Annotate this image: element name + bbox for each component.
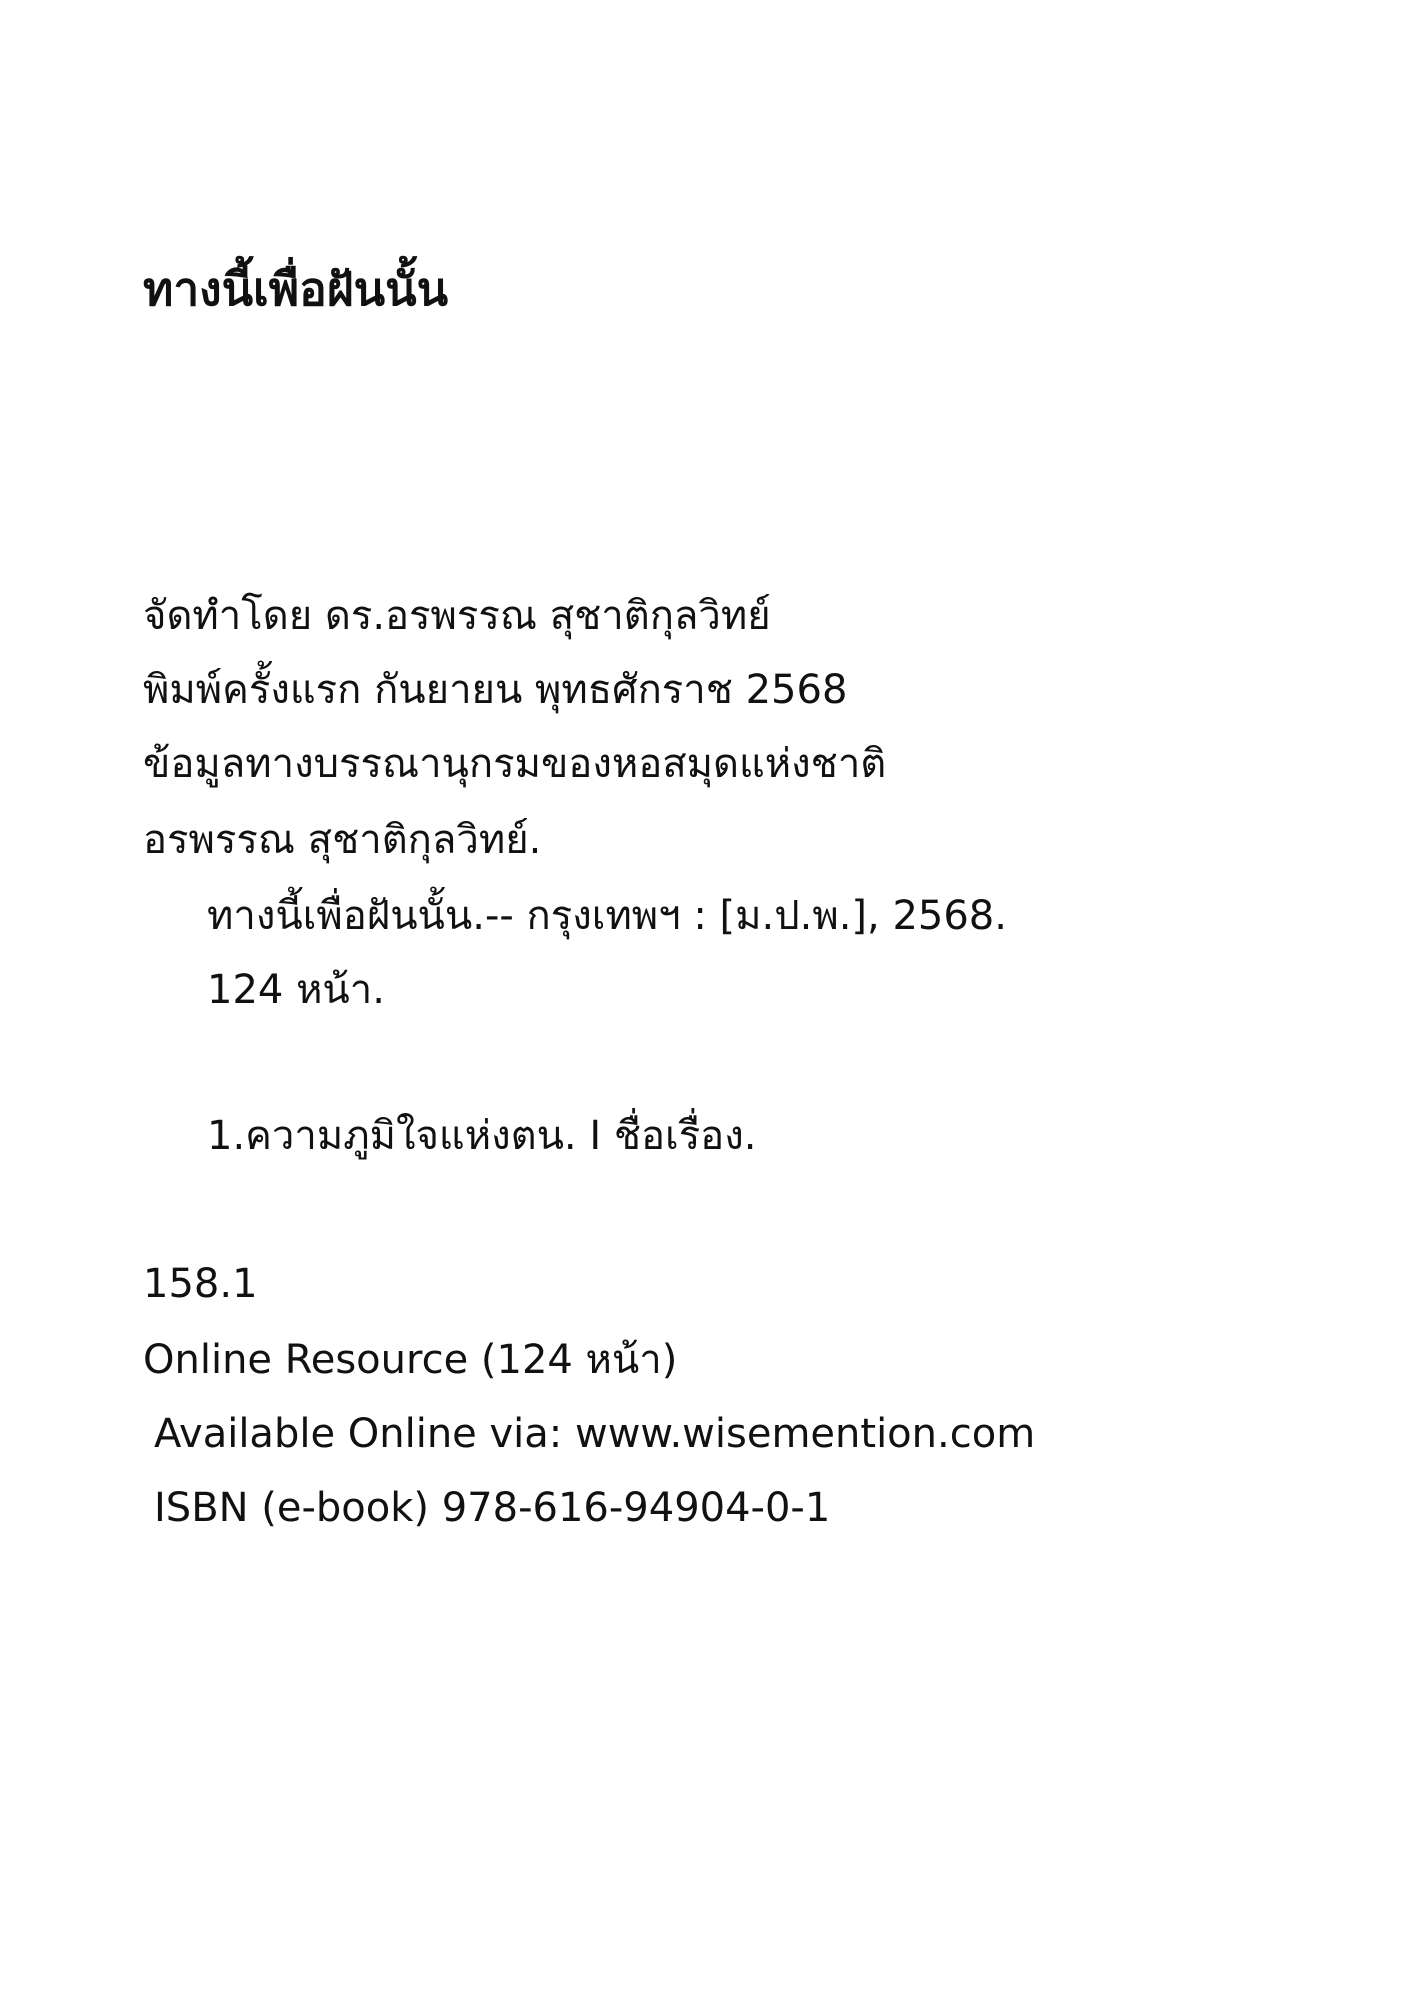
cip-call-number: 158.1 (143, 1261, 258, 1307)
first-printing-line: พิมพ์ครั้งแรก กันยายน พุทธศักราช 2568 (143, 667, 848, 713)
cip-isbn: ISBN (e-book) 978-616-94904-0-1 (154, 1485, 831, 1531)
cip-pages: 124 หน้า. (207, 967, 385, 1013)
cip-available-online: Available Online via: www.wisemention.com (154, 1411, 1036, 1457)
cip-author: อรพรรณ สุชาติกุลวิทย์. (143, 817, 542, 863)
cip-online-resource: Online Resource (124 หน้า) (143, 1337, 678, 1383)
cip-heading: ข้อมูลทางบรรณานุกรมของหอสมุดแห่งชาติ (143, 741, 887, 787)
book-title: ทางนี้เพื่อฝันนั้น (143, 262, 449, 316)
prepared-by-line: จัดทำโดย ดร.อรพรรณ สุชาติกุลวิทย์ (143, 593, 771, 639)
cip-title-publication: ทางนี้เพื่อฝันนั้น.-- กรุงเทพฯ : [ม.ป.พ.], 2568. (207, 893, 1007, 939)
cip-subjects: 1.ความภูมิใจแห่งตน. I ชื่อเรื่อง. (207, 1113, 757, 1159)
